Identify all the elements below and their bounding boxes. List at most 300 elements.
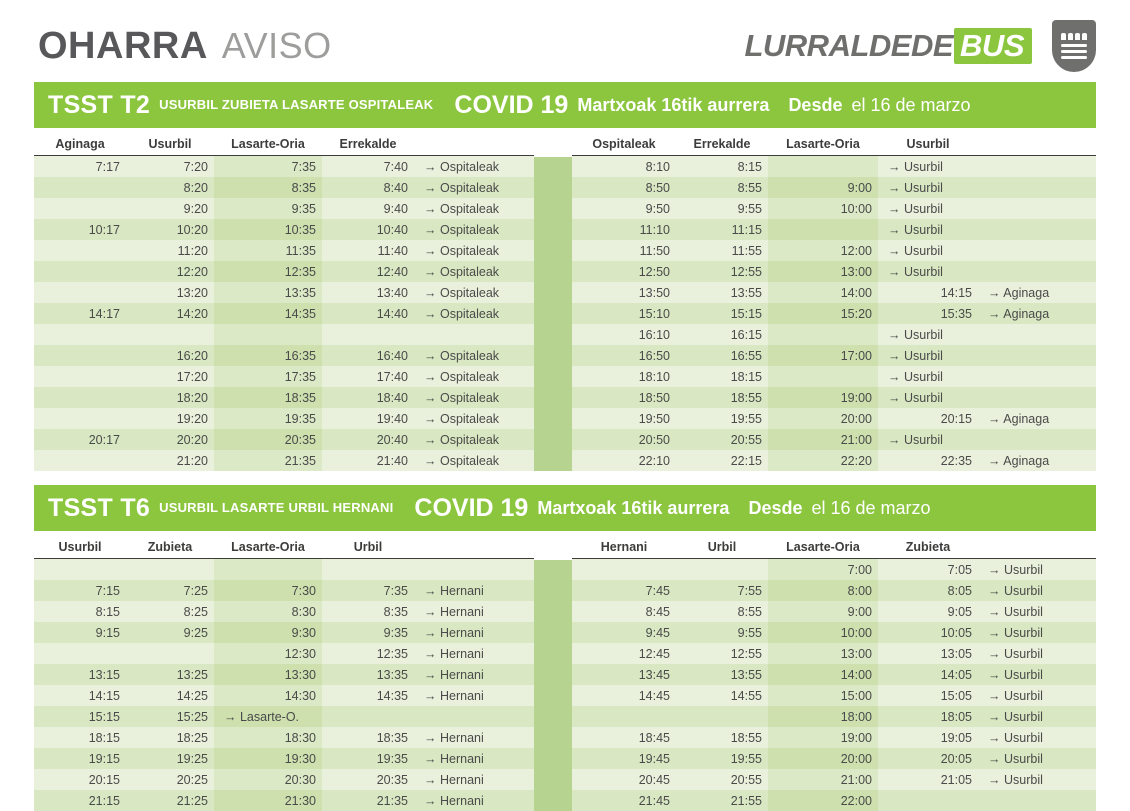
table-row — [34, 345, 534, 366]
time-cell: 13:35 — [322, 664, 414, 685]
timetable-body — [34, 156, 534, 472]
time-cell — [34, 177, 126, 198]
time-cell: 13:40 — [322, 282, 414, 303]
time-cell: 18:05 — [878, 706, 978, 727]
time-cell: 18:35 — [214, 387, 322, 408]
time-cell: 10:20 — [126, 219, 214, 240]
table-row — [572, 601, 1096, 622]
time-cell: 8:45 — [572, 601, 676, 622]
time-cell: 8:00 — [768, 580, 878, 601]
time-cell: 9:35 — [322, 622, 414, 643]
time-cell: 19:20 — [126, 408, 214, 429]
time-cell — [414, 324, 534, 345]
time-cell: 9:20 — [126, 198, 214, 219]
time-cell: 14:15 — [878, 282, 978, 303]
table-row — [34, 622, 534, 643]
shield-wave-1 — [1061, 44, 1087, 47]
destination-cell: → Ospitaleak — [414, 198, 534, 219]
table-row — [34, 450, 534, 471]
destination-cell: → Usurbil — [978, 643, 1096, 664]
table-row — [572, 156, 1096, 178]
destination-cell: → Usurbil — [978, 685, 1096, 706]
time-cell: 18:45 — [572, 727, 676, 748]
time-cell — [572, 706, 676, 727]
destination-cell: → Ospitaleak — [414, 240, 534, 261]
time-cell: 20:00 — [768, 748, 878, 769]
time-cell: 13:30 — [214, 664, 322, 685]
time-cell: 21:30 — [214, 790, 322, 811]
destination-cell: → Hernani — [414, 643, 534, 664]
time-cell: 20:05 — [878, 748, 978, 769]
time-cell: 7:45 — [572, 580, 676, 601]
time-cell: 18:00 — [768, 706, 878, 727]
time-cell — [978, 429, 1096, 450]
table-header-row — [34, 538, 534, 559]
time-cell: 10:00 — [768, 622, 878, 643]
banner-route-name: USURBIL ZUBIETA LASARTE OSPITALEAK — [159, 97, 433, 113]
page-title-spanish: AVISO — [222, 25, 332, 67]
time-cell: 10:40 — [322, 219, 414, 240]
time-cell: 9:15 — [34, 622, 126, 643]
time-cell: 20:55 — [676, 429, 768, 450]
col-header: Usurbil — [34, 538, 126, 559]
table-row — [34, 790, 534, 811]
logo-text-lurralde: LURRALDE — [744, 28, 911, 64]
time-cell: 9:55 — [676, 198, 768, 219]
time-cell: 20:15 — [34, 769, 126, 790]
time-cell — [676, 559, 768, 581]
table-row — [572, 685, 1096, 706]
destination-cell: → Aginaga — [978, 450, 1096, 471]
table-header-row — [34, 538, 534, 559]
col-header: Zubieta — [878, 538, 978, 559]
time-cell: 18:40 — [322, 387, 414, 408]
table-row — [34, 156, 534, 178]
timetable-body — [34, 559, 534, 811]
table-row — [572, 769, 1096, 790]
table-row — [572, 387, 1096, 408]
time-cell — [768, 156, 878, 178]
destination-cell: → Ospitaleak — [414, 408, 534, 429]
col-header — [978, 135, 1096, 156]
destination-cell: → Usurbil — [978, 769, 1096, 790]
col-header: Usurbil — [878, 135, 978, 156]
time-cell: 12:50 — [572, 261, 676, 282]
time-cell — [34, 559, 126, 581]
time-cell: 16:55 — [676, 345, 768, 366]
table-row — [572, 664, 1096, 685]
time-cell: 8:25 — [126, 601, 214, 622]
time-cell: 19:05 — [878, 727, 978, 748]
time-cell: 16:35 — [214, 345, 322, 366]
time-cell: 7:00 — [768, 559, 878, 581]
time-cell: 12:55 — [676, 261, 768, 282]
time-cell — [978, 366, 1096, 387]
time-cell: 15:35 — [878, 303, 978, 324]
time-cell — [214, 559, 322, 581]
destination-cell: → Usurbil — [878, 345, 978, 366]
time-cell: 20:50 — [572, 429, 676, 450]
table-row — [572, 408, 1096, 429]
time-cell: 8:05 — [878, 580, 978, 601]
time-cell — [978, 240, 1096, 261]
time-cell: 8:50 — [572, 177, 676, 198]
page-header — [34, 0, 1096, 82]
time-cell — [34, 366, 126, 387]
table-row — [572, 177, 1096, 198]
table-row — [34, 769, 534, 790]
time-cell: 19:50 — [572, 408, 676, 429]
time-cell: 12:20 — [126, 261, 214, 282]
table-header-row — [34, 135, 534, 156]
time-cell: 14:45 — [572, 685, 676, 706]
time-cell: 13:50 — [572, 282, 676, 303]
col-header: Urbil — [322, 538, 414, 559]
page-title — [34, 25, 332, 68]
time-cell: 22:35 — [878, 450, 978, 471]
shield-wave-2 — [1061, 50, 1087, 53]
time-cell — [978, 261, 1096, 282]
time-cell: 12:35 — [322, 643, 414, 664]
time-cell: 12:55 — [676, 643, 768, 664]
time-cell: 7:40 — [322, 156, 414, 178]
time-cell: 14:35 — [214, 303, 322, 324]
destination-cell: → Ospitaleak — [414, 387, 534, 408]
time-cell: 9:45 — [572, 622, 676, 643]
destination-cell: → Usurbil — [978, 559, 1096, 581]
time-cell: 13:05 — [878, 643, 978, 664]
time-cell: 18:25 — [126, 727, 214, 748]
time-cell — [34, 240, 126, 261]
table-row — [34, 366, 534, 387]
time-cell: 14:55 — [676, 685, 768, 706]
time-cell — [978, 790, 1096, 811]
destination-cell: → Hernani — [414, 748, 534, 769]
time-cell: 9:05 — [878, 601, 978, 622]
time-cell — [34, 198, 126, 219]
time-cell: 21:55 — [676, 790, 768, 811]
time-cell: 13:00 — [768, 261, 878, 282]
time-cell — [414, 559, 534, 581]
time-cell: 9:35 — [214, 198, 322, 219]
table-row — [34, 727, 534, 748]
destination-cell: → Aginaga — [978, 303, 1096, 324]
time-cell — [978, 387, 1096, 408]
col-header: Lasarte-Oria — [214, 135, 322, 156]
time-cell: 21:05 — [878, 769, 978, 790]
table-row — [572, 282, 1096, 303]
time-cell: 19:25 — [126, 748, 214, 769]
table-header-row — [34, 135, 534, 156]
col-header: Errekalde — [322, 135, 414, 156]
destination-cell: → Ospitaleak — [414, 156, 534, 178]
time-cell: 9:55 — [676, 622, 768, 643]
time-cell: 20:35 — [322, 769, 414, 790]
time-cell — [878, 790, 978, 811]
destination-cell: → Ospitaleak — [414, 261, 534, 282]
time-cell: 7:20 — [126, 156, 214, 178]
time-cell: 20:55 — [676, 769, 768, 790]
table-row — [34, 324, 534, 345]
time-cell: 20:25 — [126, 769, 214, 790]
table-row — [34, 685, 534, 706]
table-row — [572, 366, 1096, 387]
time-cell: 13:15 — [34, 664, 126, 685]
time-cell: 14:20 — [126, 303, 214, 324]
time-cell: 9:50 — [572, 198, 676, 219]
table-row — [572, 261, 1096, 282]
destination-cell: → Usurbil — [878, 261, 978, 282]
table-row — [34, 261, 534, 282]
time-cell: 17:35 — [214, 366, 322, 387]
destination-cell: → Aginaga — [978, 282, 1096, 303]
table-row — [34, 580, 534, 601]
table-header-row — [572, 135, 1096, 156]
table-row — [34, 429, 534, 450]
time-cell — [214, 324, 322, 345]
time-cell: 11:35 — [214, 240, 322, 261]
destination-cell: → Ospitaleak — [414, 282, 534, 303]
table-row — [34, 706, 534, 727]
time-cell: 19:30 — [214, 748, 322, 769]
destination-cell: → Hernani — [414, 622, 534, 643]
time-cell: 17:00 — [768, 345, 878, 366]
time-cell: 10:05 — [878, 622, 978, 643]
time-cell: 11:55 — [676, 240, 768, 261]
col-header: Usurbil — [126, 135, 214, 156]
destination-cell: → Usurbil — [878, 366, 978, 387]
col-header: Zubieta — [126, 538, 214, 559]
time-cell: 22:00 — [768, 790, 878, 811]
time-cell — [768, 324, 878, 345]
table-row — [34, 177, 534, 198]
time-cell: 21:45 — [572, 790, 676, 811]
time-cell: 13:55 — [676, 282, 768, 303]
time-cell — [34, 387, 126, 408]
table-row — [34, 282, 534, 303]
table-row — [572, 559, 1096, 581]
time-cell — [572, 559, 676, 581]
time-cell: 17:40 — [322, 366, 414, 387]
time-cell: 7:35 — [214, 156, 322, 178]
gipuzkoa-shield-icon — [1052, 20, 1096, 72]
time-cell: 8:15 — [34, 601, 126, 622]
time-cell: 15:05 — [878, 685, 978, 706]
time-cell — [126, 324, 214, 345]
time-cell: 14:00 — [768, 664, 878, 685]
time-cell: 22:15 — [676, 450, 768, 471]
destination-cell: → Aginaga — [978, 408, 1096, 429]
time-cell — [768, 219, 878, 240]
time-cell: 20:30 — [214, 769, 322, 790]
banner-tsst-t2 — [34, 82, 1096, 128]
table-row — [34, 303, 534, 324]
time-cell — [676, 706, 768, 727]
time-cell — [414, 706, 534, 727]
table-row — [572, 622, 1096, 643]
destination-cell: → Hernani — [414, 727, 534, 748]
table-row — [34, 240, 534, 261]
time-cell: 14:35 — [322, 685, 414, 706]
time-cell: 21:40 — [322, 450, 414, 471]
table-row — [572, 790, 1096, 811]
col-header: Aginaga — [34, 135, 126, 156]
time-cell: 12:00 — [768, 240, 878, 261]
time-cell — [34, 450, 126, 471]
destination-cell: → Usurbil — [978, 706, 1096, 727]
time-cell: 22:20 — [768, 450, 878, 471]
time-cell: 13:35 — [214, 282, 322, 303]
banner-route-name: USURBIL LASARTE URBIL HERNANI — [159, 500, 393, 516]
table-row — [572, 345, 1096, 366]
time-cell: 8:35 — [214, 177, 322, 198]
time-cell: 14:00 — [768, 282, 878, 303]
destination-cell: → Usurbil — [978, 601, 1096, 622]
time-cell: 16:40 — [322, 345, 414, 366]
time-cell: 20:17 — [34, 429, 126, 450]
time-cell: 14:15 — [34, 685, 126, 706]
table-row — [34, 198, 534, 219]
destination-cell: → Usurbil — [878, 429, 978, 450]
destination-cell: → Hernani — [414, 790, 534, 811]
timetable-t2-outbound — [34, 135, 534, 471]
banner-date-spanish: el 16 de marzo — [851, 95, 970, 116]
time-cell: 20:40 — [322, 429, 414, 450]
col-header: Lasarte-Oria — [768, 538, 878, 559]
table-row — [572, 240, 1096, 261]
destination-cell: → Usurbil — [978, 580, 1096, 601]
timetable-t2-inbound — [572, 135, 1096, 471]
table-row — [34, 601, 534, 622]
time-cell: 7:17 — [34, 156, 126, 178]
col-header: Ospitaleak — [572, 135, 676, 156]
col-header: Lasarte-Oria — [214, 538, 322, 559]
time-cell: 20:00 — [768, 408, 878, 429]
time-cell: 11:50 — [572, 240, 676, 261]
time-cell: 12:45 — [572, 643, 676, 664]
time-cell: 18:55 — [676, 387, 768, 408]
destination-cell: → Usurbil — [878, 240, 978, 261]
destination-cell: → Usurbil — [878, 324, 978, 345]
time-cell: 19:35 — [322, 748, 414, 769]
time-cell: 16:20 — [126, 345, 214, 366]
destination-cell: → Usurbil — [978, 727, 1096, 748]
destination-cell: → Ospitaleak — [414, 219, 534, 240]
time-cell: 14:17 — [34, 303, 126, 324]
time-cell: 13:00 — [768, 643, 878, 664]
time-cell: 15:15 — [34, 706, 126, 727]
time-cell: 18:50 — [572, 387, 676, 408]
table-row — [572, 198, 1096, 219]
time-cell: 19:55 — [676, 748, 768, 769]
time-cell — [34, 261, 126, 282]
time-cell: 11:20 — [126, 240, 214, 261]
destination-cell: → Ospitaleak — [414, 345, 534, 366]
table-row — [572, 727, 1096, 748]
time-cell: 12:35 — [214, 261, 322, 282]
table-row — [34, 408, 534, 429]
table-row — [34, 643, 534, 664]
time-cell: 19:55 — [676, 408, 768, 429]
destination-cell: → Usurbil — [878, 156, 978, 178]
time-cell: 21:25 — [126, 790, 214, 811]
page-title-basque: OHARRA — [38, 25, 208, 68]
time-cell: 9:00 — [768, 601, 878, 622]
table-row — [572, 643, 1096, 664]
timetable-t6-inbound — [572, 538, 1096, 811]
table-row — [572, 706, 1096, 727]
table-row — [572, 580, 1096, 601]
time-cell: 22:10 — [572, 450, 676, 471]
banner-date-basque: Martxoak 16tik aurrera — [537, 498, 729, 519]
time-cell: 8:10 — [572, 156, 676, 178]
time-cell — [978, 219, 1096, 240]
timetable-wrap-t2 — [34, 135, 1096, 471]
col-header — [414, 538, 534, 559]
time-cell: 18:30 — [214, 727, 322, 748]
destination-cell: → Hernani — [414, 664, 534, 685]
time-cell — [978, 156, 1096, 178]
table-row — [572, 324, 1096, 345]
brand-block — [744, 20, 1096, 72]
time-cell: 19:15 — [34, 748, 126, 769]
time-cell: 15:20 — [768, 303, 878, 324]
time-cell: 19:00 — [768, 727, 878, 748]
banner-covid-label: COVID 19 — [454, 91, 568, 120]
logo-text-de: DE — [911, 28, 953, 64]
destination-cell: → Usurbil — [978, 748, 1096, 769]
time-cell: 21:35 — [322, 790, 414, 811]
shield-crown-icon — [1061, 33, 1087, 40]
time-cell: 20:45 — [572, 769, 676, 790]
banner-date-basque: Martxoak 16tik aurrera — [577, 95, 769, 116]
time-cell: 9:30 — [214, 622, 322, 643]
time-cell: 16:50 — [572, 345, 676, 366]
destination-cell: → Usurbil — [878, 177, 978, 198]
time-cell — [978, 324, 1096, 345]
col-header: Errekalde — [676, 135, 768, 156]
table-row — [34, 387, 534, 408]
time-cell — [322, 324, 414, 345]
col-header: Hernani — [572, 538, 676, 559]
shield-wave-3 — [1061, 56, 1087, 59]
time-cell — [34, 324, 126, 345]
time-cell — [978, 345, 1096, 366]
table-header-row — [572, 538, 1096, 559]
time-cell: 8:40 — [322, 177, 414, 198]
time-cell: 20:15 — [878, 408, 978, 429]
time-cell: 19:45 — [572, 748, 676, 769]
col-header — [978, 538, 1096, 559]
time-cell — [322, 559, 414, 581]
table-row — [34, 559, 534, 581]
table-gap-band — [534, 560, 572, 811]
timetable-wrap-t6 — [34, 538, 1096, 811]
time-cell: 14:30 — [214, 685, 322, 706]
time-cell: 20:20 — [126, 429, 214, 450]
time-cell: 11:15 — [676, 219, 768, 240]
time-cell: 21:00 — [768, 429, 878, 450]
time-cell: 19:00 — [768, 387, 878, 408]
time-cell: 15:00 — [768, 685, 878, 706]
destination-cell: → Lasarte-O. — [214, 706, 322, 727]
destination-cell: → Hernani — [414, 769, 534, 790]
banner-date-spanish-strong: Desde — [748, 498, 802, 519]
logo-text-bus: BUS — [954, 28, 1032, 64]
time-cell: 11:10 — [572, 219, 676, 240]
time-cell: 11:40 — [322, 240, 414, 261]
time-cell: 8:35 — [322, 601, 414, 622]
